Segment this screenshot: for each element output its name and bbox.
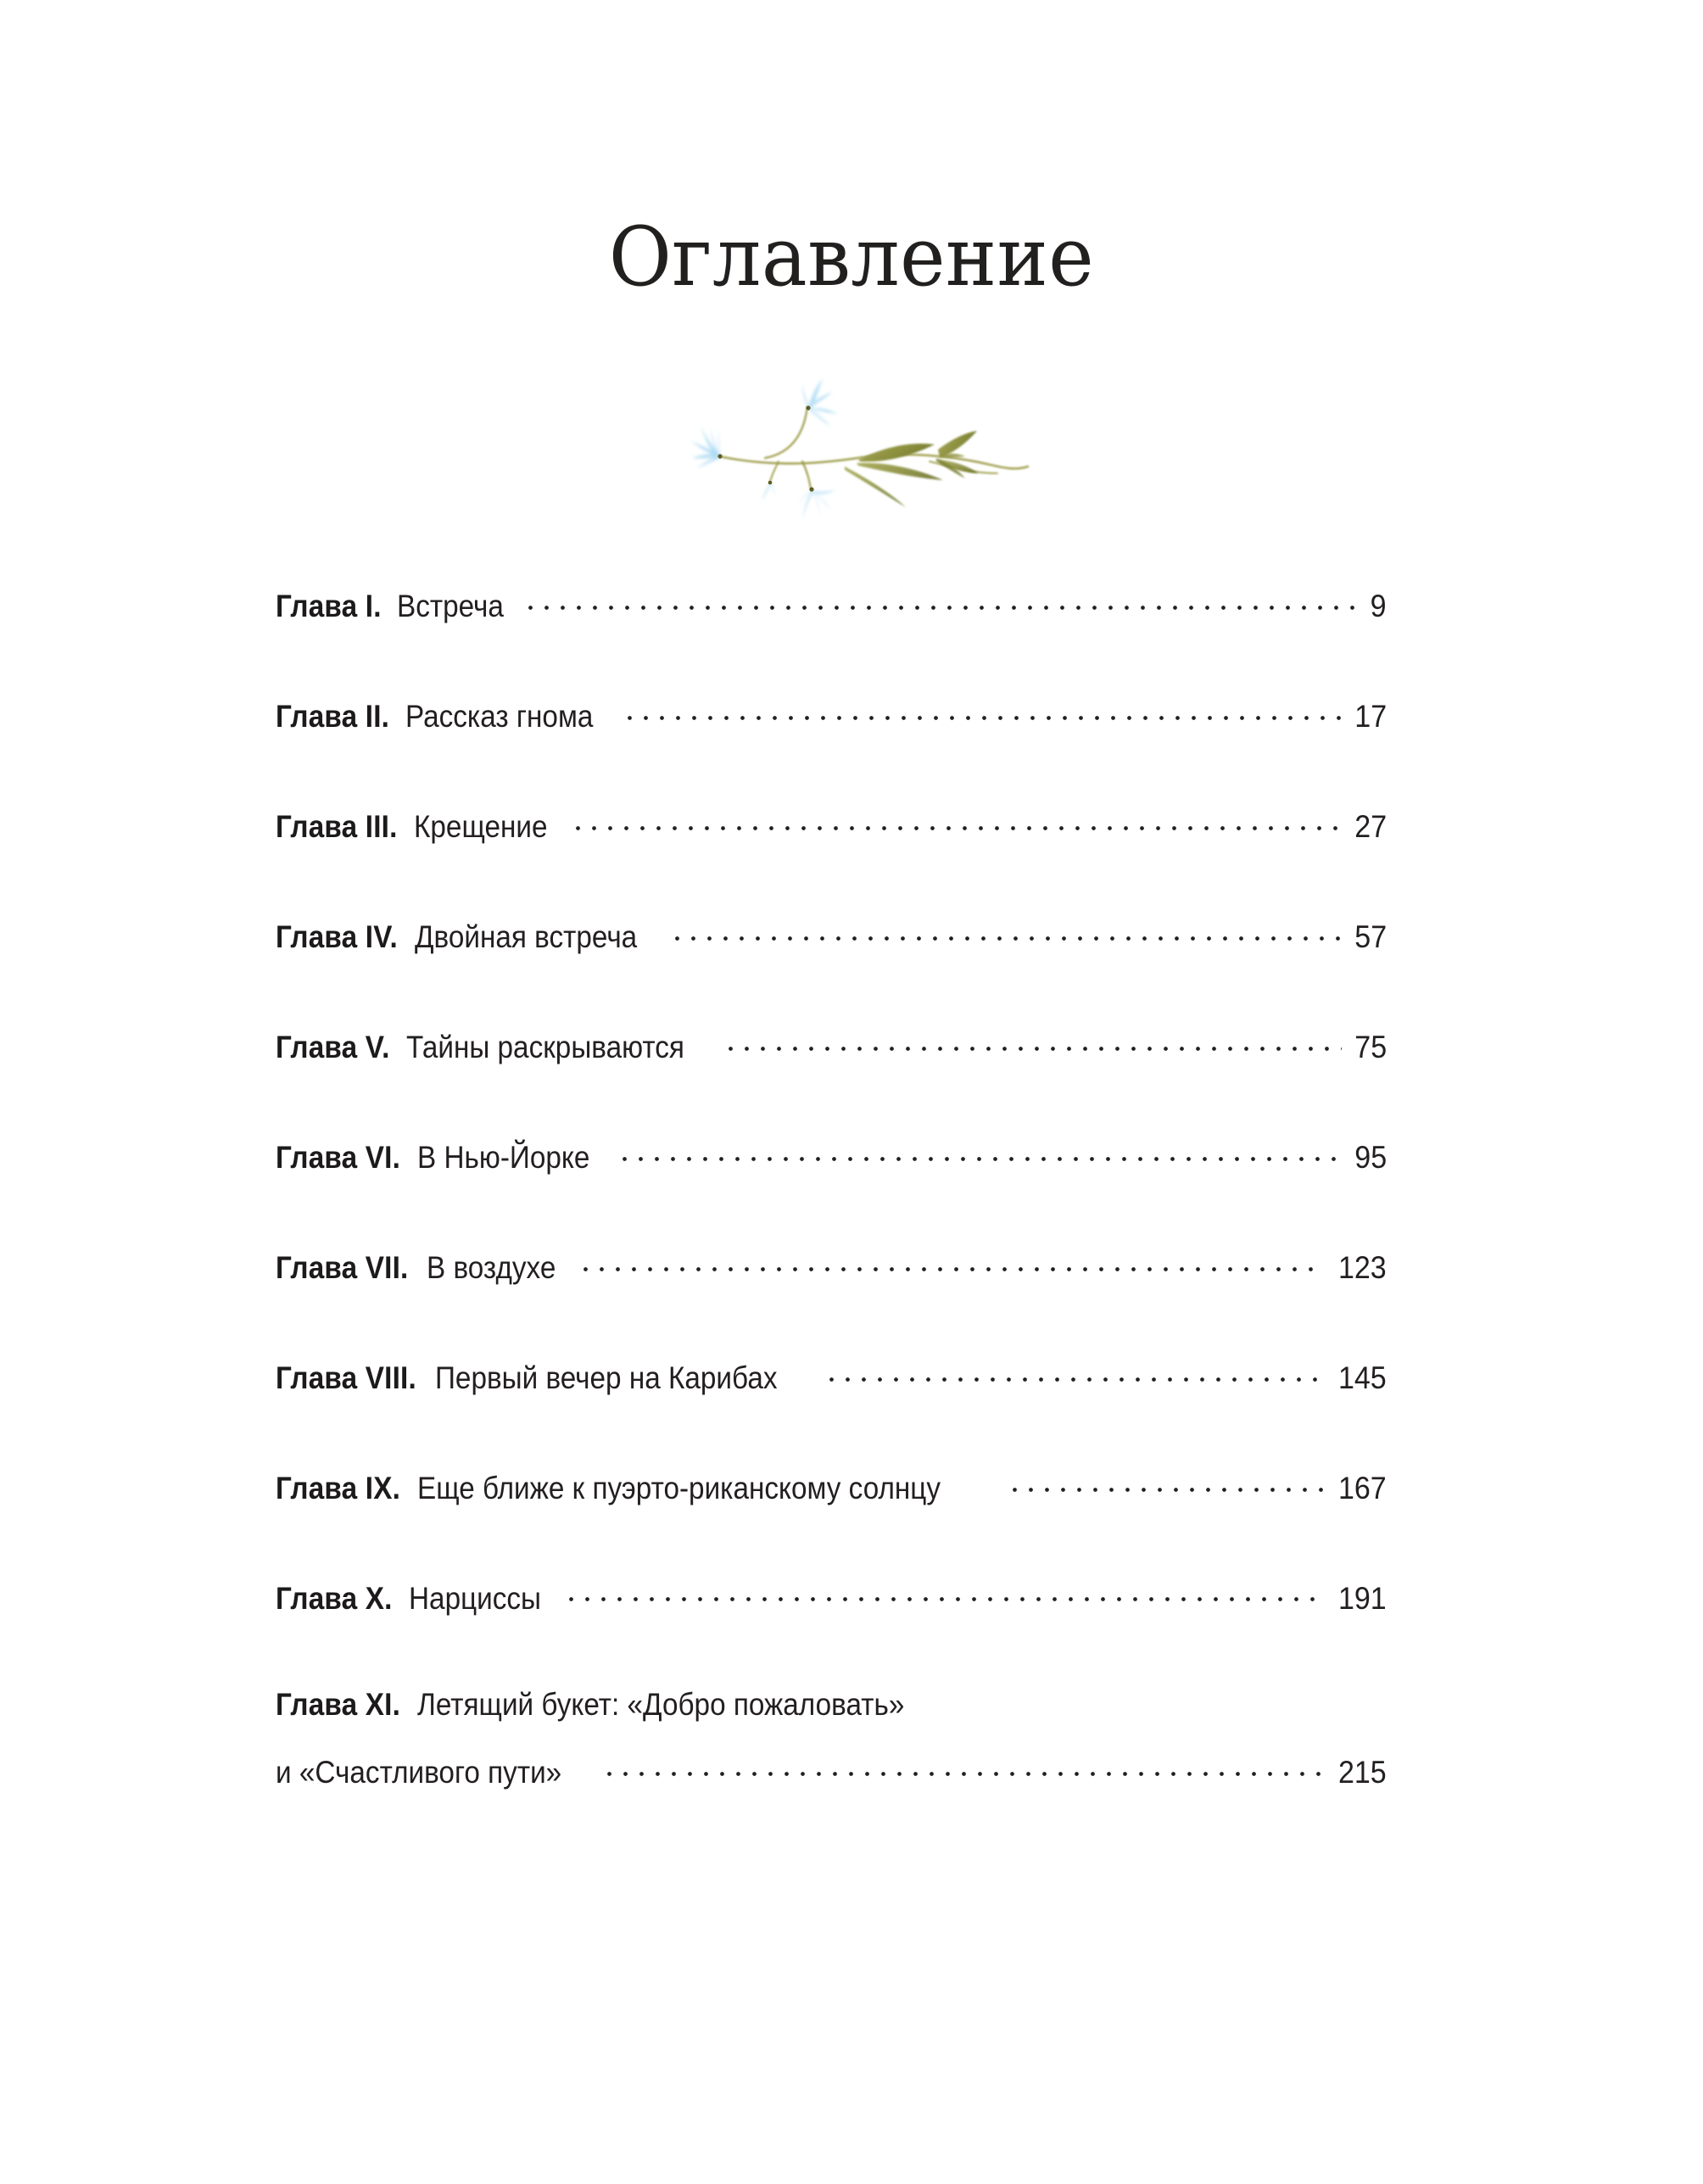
chapter-page-number: 145 (1338, 1360, 1387, 1395)
chapter-page-number: 57 (1354, 919, 1387, 954)
dot-leader (675, 916, 1342, 947)
floral-ornament-icon (675, 373, 1040, 534)
toc-entry[interactable] (276, 1578, 1387, 1616)
chapter-title: Летящий букет: «Добро пожаловать» (417, 1686, 905, 1722)
chapter-number: Глава V. (276, 1029, 390, 1064)
chapter-title: Первый вечер на Карибах (435, 1360, 778, 1395)
dot-leader (569, 1578, 1324, 1609)
chapter-number: Глава VIII. (276, 1360, 416, 1395)
chapter-page-number: 27 (1354, 808, 1387, 844)
chapter-number: Глава IV. (276, 919, 398, 954)
toc-entry[interactable] (276, 1357, 1387, 1395)
toc-entry[interactable] (276, 695, 1387, 734)
chapter-page-number: 9 (1371, 589, 1387, 623)
toc-entry[interactable] (276, 1688, 1387, 1790)
dot-leader (583, 1247, 1324, 1278)
toc-entry[interactable] (276, 1137, 1387, 1175)
toc-entry[interactable] (276, 806, 1387, 844)
chapter-number: Глава VII. (276, 1249, 409, 1285)
dot-leader (729, 1026, 1342, 1058)
chapter-number: Глава IX. (276, 1470, 401, 1505)
chapter-title-continuation: и «Счастливого пути» (276, 1755, 562, 1790)
chapter-number: Глава III. (276, 808, 398, 844)
table-of-contents-list (276, 585, 1387, 1790)
chapter-page-number: 123 (1338, 1249, 1387, 1285)
chapter-number: Глава X. (276, 1580, 393, 1616)
dot-leader (576, 806, 1341, 837)
chapter-title: В воздухе (426, 1249, 556, 1285)
chapter-number: Глава XI. (276, 1686, 401, 1722)
toc-entry[interactable] (276, 1247, 1387, 1285)
dot-leader (623, 1137, 1342, 1168)
chapter-number: Глава II. (276, 698, 390, 734)
chapter-title: В Нью-Йорке (417, 1139, 590, 1175)
toc-entry[interactable] (276, 916, 1387, 954)
chapter-page-number: 167 (1338, 1470, 1387, 1505)
chapter-title: Двойная встреча (414, 919, 638, 954)
dot-leader (829, 1357, 1325, 1388)
dot-leader (607, 1751, 1325, 1783)
chapter-title: Нарциссы (408, 1580, 541, 1616)
dot-leader (528, 585, 1359, 617)
chapter-title: Еще ближе к пуэрто-риканскому солнцу (417, 1470, 941, 1505)
page-title: Оглавление (608, 209, 1095, 304)
chapter-page-number: 17 (1354, 698, 1387, 734)
dot-leader (1013, 1467, 1324, 1499)
dot-leader (628, 695, 1342, 727)
chapter-title: Крещение (414, 808, 548, 844)
toc-entry[interactable] (276, 1467, 1387, 1505)
chapter-title: Тайны раскрываются (405, 1029, 684, 1064)
chapter-page-number: 75 (1354, 1029, 1387, 1064)
chapter-page-number: 215 (1338, 1755, 1387, 1790)
chapter-title: Рассказ гнома (405, 698, 594, 734)
toc-entry[interactable] (276, 1026, 1387, 1064)
chapter-number: Глава VI. (276, 1139, 401, 1175)
toc-entry[interactable] (276, 585, 1387, 623)
chapter-number: Глава I. (276, 589, 382, 623)
chapter-title: Встреча (396, 589, 504, 623)
chapter-page-number: 95 (1354, 1139, 1387, 1175)
chapter-page-number: 191 (1338, 1580, 1387, 1616)
